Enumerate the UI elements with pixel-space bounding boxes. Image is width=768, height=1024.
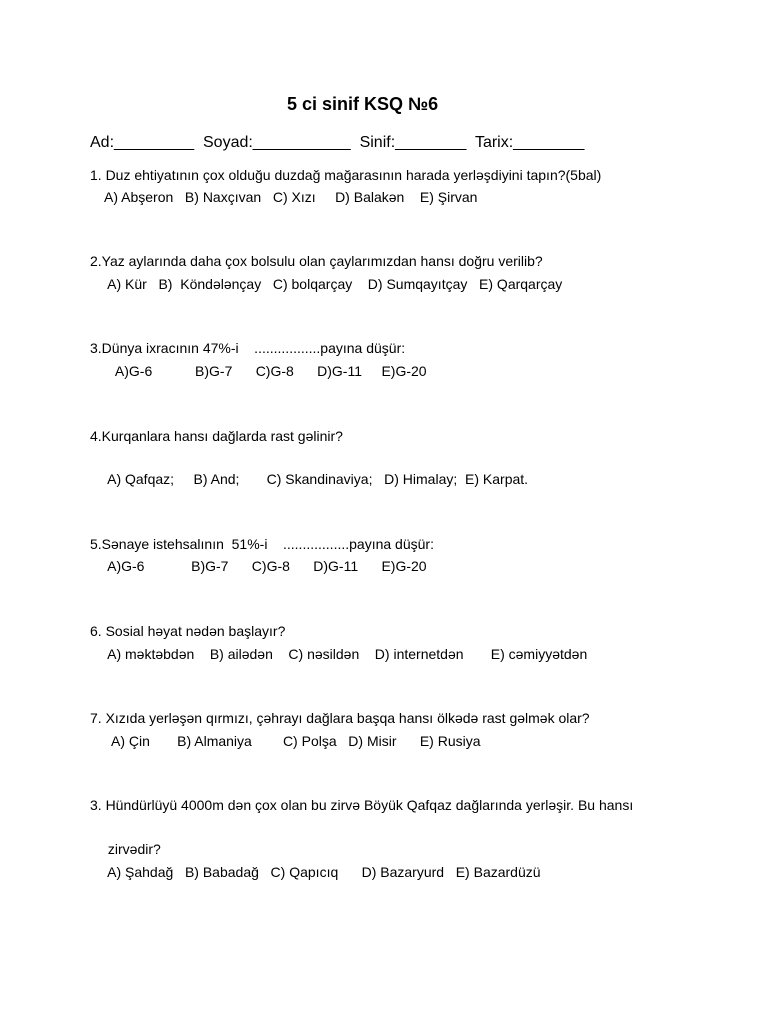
question-5-options: A)G-6 B)G-7 C)G-8 D)G-11 E)G-20 [104, 558, 427, 574]
student-info-line: Ad:_________ Soyad:___________ Sinif:________ Tarix:________ [90, 134, 585, 151]
question-8-options: A) Şahdağ B) Babadağ C) Qapıcıq D) Bazaryurd E) Bazardüzü [104, 864, 541, 880]
question-6-options: A) məktəbdən B) ailədən C) nəsildən D) internetdən E) cəmiyyətdən [104, 646, 588, 662]
question-1: 1. Duz ehtiyatının çox olduğu duzdağ mağarasının harada yerləşdiyini tapın?(5bal) [90, 167, 602, 183]
question-8: 3. Hündürlüyü 4000m dən çox olan bu zirvə Böyük Qafqaz dağlarında yerləşir. Bu hansı [90, 797, 634, 813]
question-6: 6. Sosial həyat nədən başlayır? [90, 623, 286, 639]
question-1-options: A) Abşeron B) Naxçıvan C) Xızı D) Balakən E) Şirvan [104, 189, 478, 205]
question-3-options: A)G-6 B)G-7 C)G-8 D)G-11 E)G-20 [104, 363, 427, 379]
question-7-options: A) Çin B) Almaniya C) Polşa D) Misir E) Rusiya [104, 733, 481, 749]
question-8-continued: zirvədir? [104, 841, 161, 857]
question-2: 2.Yaz aylarında daha çox bolsulu olan çaylarımızdan hansı doğru verilib? [90, 253, 543, 269]
question-4: 4.Kurqanlara hansı dağlarda rast gəlinir? [90, 428, 343, 444]
page-title: 5 ci sinif KSQ №6 [287, 94, 439, 114]
question-7: 7. Xızıda yerləşən qırmızı, çəhrayı dağlara başqa hansı ölkədə rast gəlmək olar? [90, 710, 590, 726]
question-2-options: A) Kür B) Köndələnçay C) bolqarçay D) Sumqayıtçay E) Qarqarçay [104, 276, 563, 292]
question-5: 5.Sənaye istehsalının 51%-i .................payına düşür: [90, 536, 434, 552]
question-3: 3.Dünya ixracının 47%-i .................payına düşür: [90, 340, 406, 356]
question-4-options: A) Qafqaz; B) And; C) Skandinaviya; D) Himalay; E) Karpat. [104, 471, 529, 487]
